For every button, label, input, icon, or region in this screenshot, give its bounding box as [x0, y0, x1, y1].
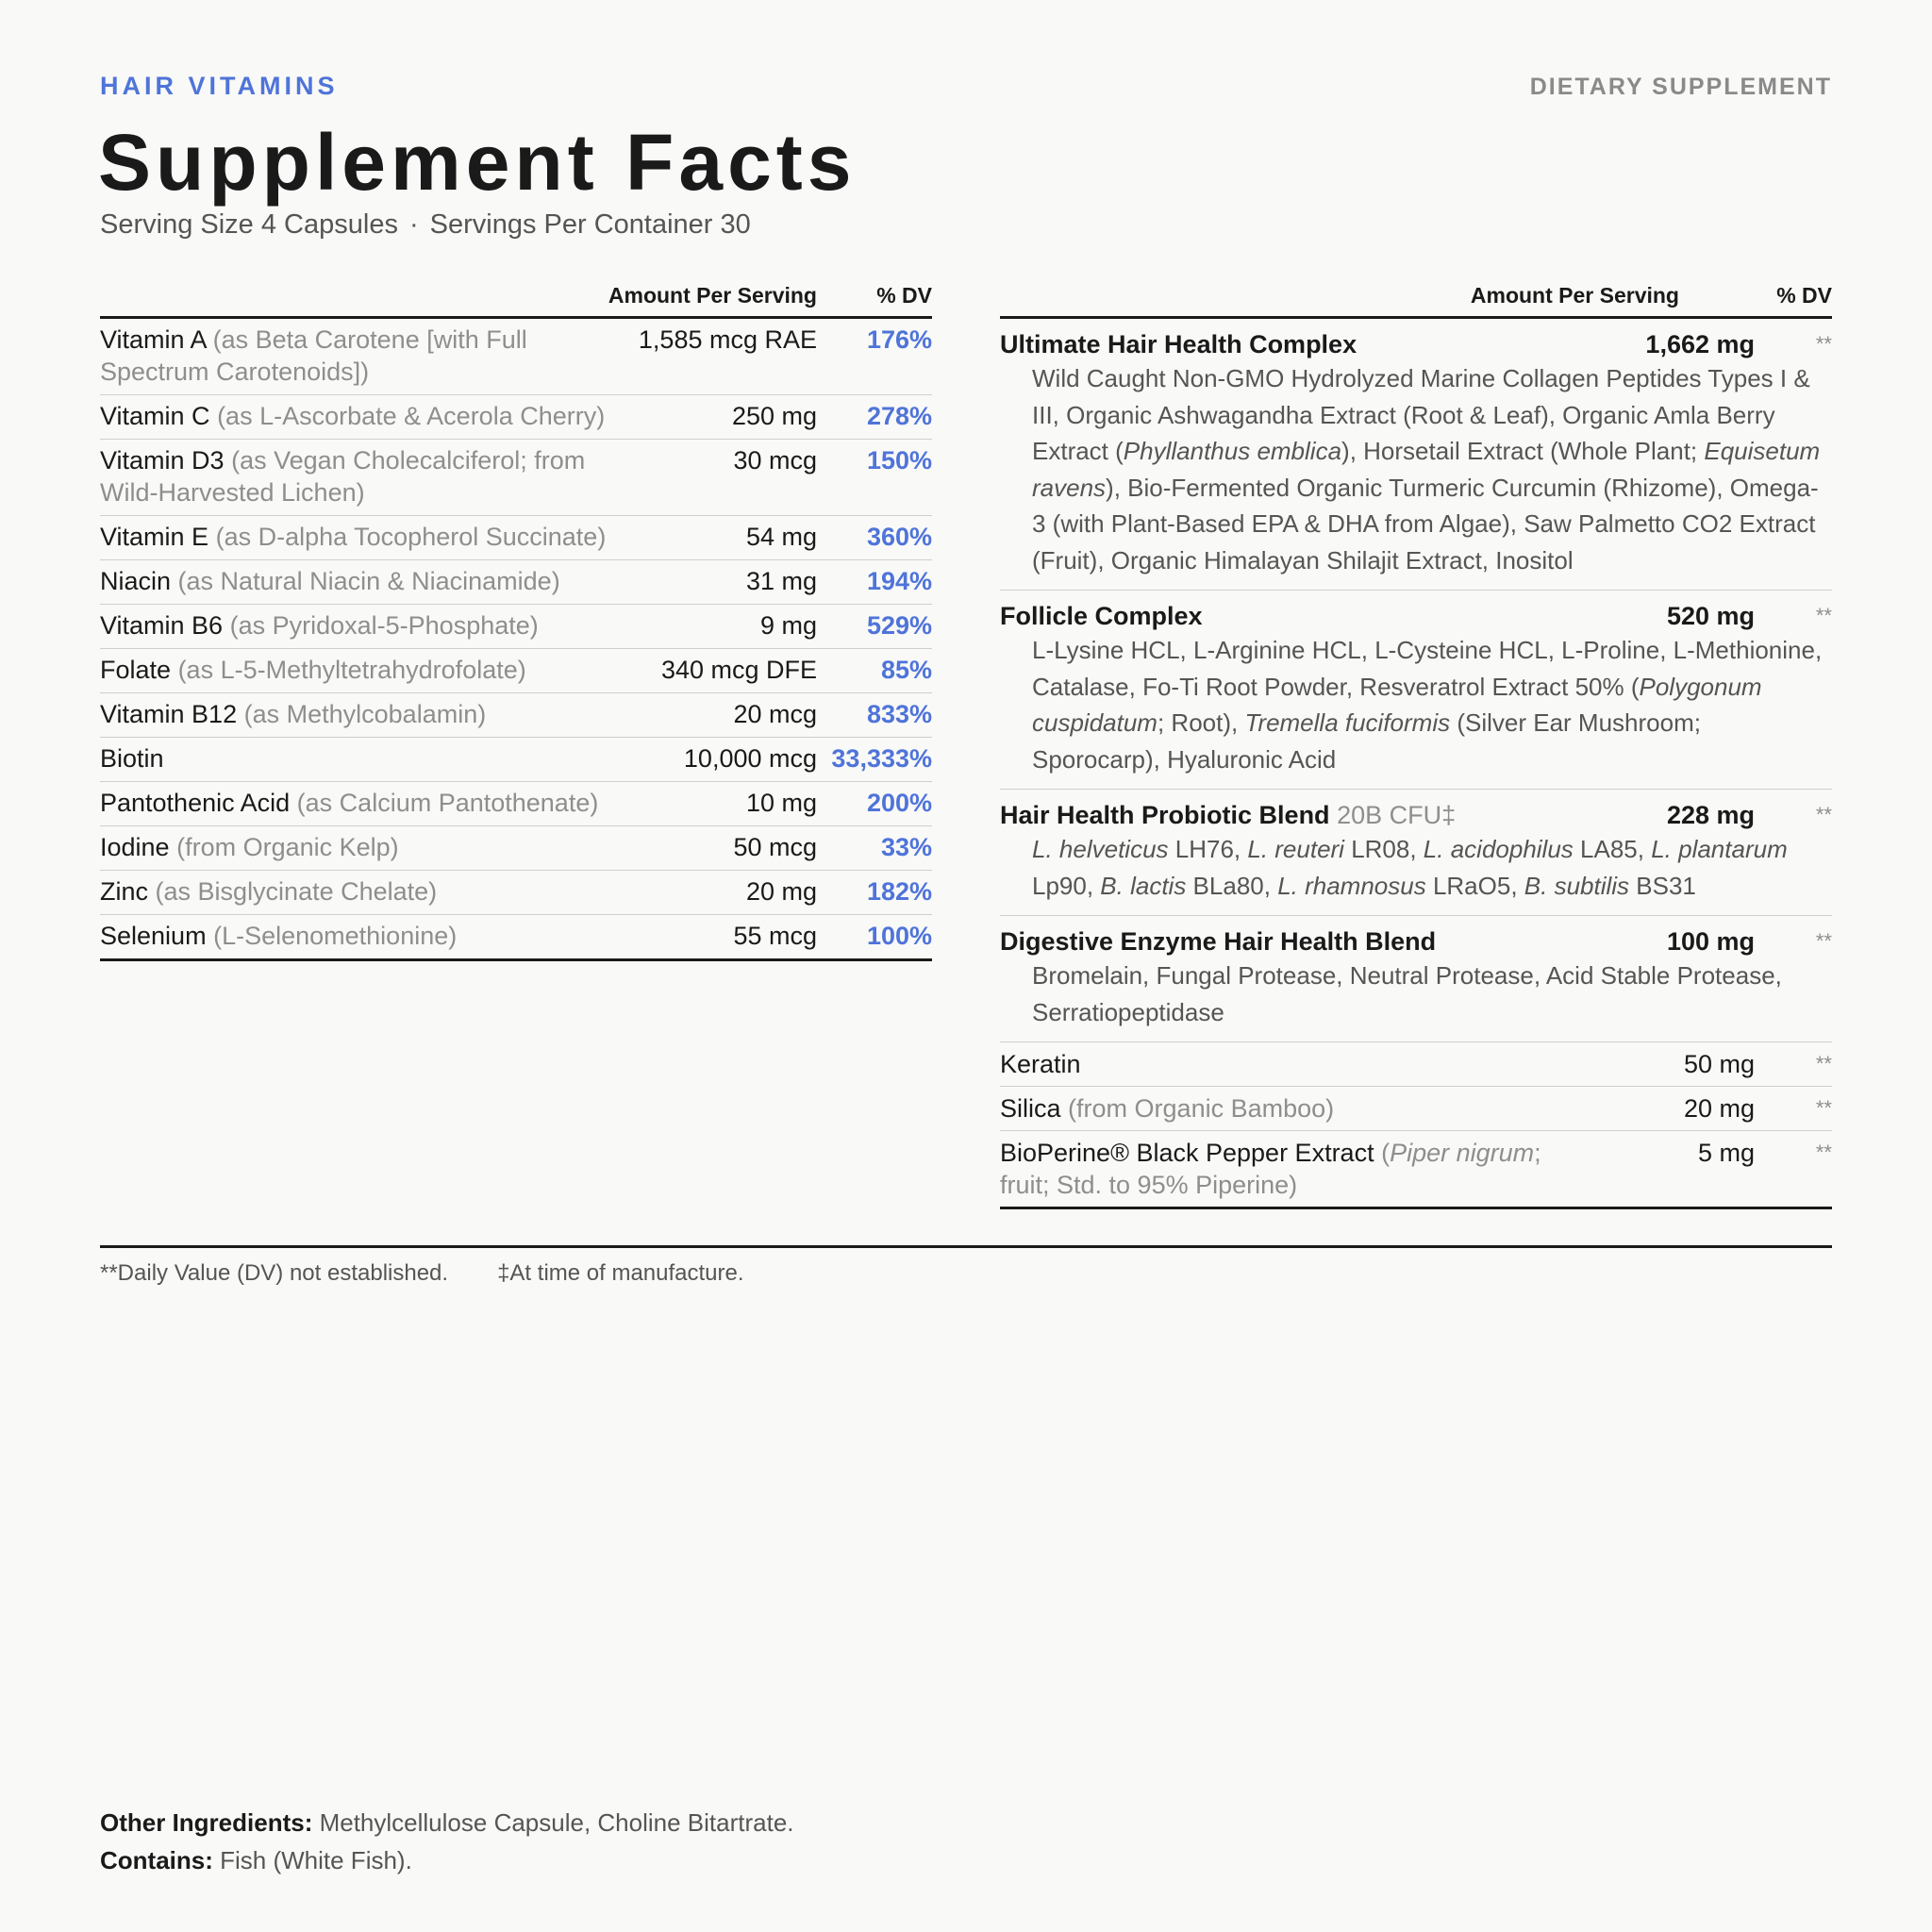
ingredient-source-part: ( — [1381, 1139, 1391, 1167]
nutrient-name: Vitamin B6 — [100, 611, 224, 640]
nutrient-dv: 529% — [866, 611, 932, 640]
table-row — [100, 782, 932, 826]
nutrient-name-cell — [100, 521, 609, 553]
nutrient-amount: 9 mg — [759, 611, 817, 640]
ingredient-name-cell — [1000, 1137, 1547, 1201]
blend-header — [1000, 600, 1832, 632]
ingredient-text: LRaO5, — [1425, 871, 1524, 900]
nutrient-amount: 55 mcg — [733, 922, 817, 950]
nutrient-name-cell — [100, 698, 609, 730]
nutrient-name-cell — [100, 654, 609, 686]
nutrient-dv: 200% — [866, 789, 932, 817]
blend-ingredients — [1000, 632, 1832, 777]
nutrient-dv: 150% — [866, 446, 932, 475]
servings-per-container: Servings Per Container 30 — [429, 209, 751, 240]
ingredient-name-cell — [1000, 1092, 1547, 1124]
blend-dv: ** — [1815, 929, 1832, 953]
nutrient-amount: 250 mg — [731, 402, 817, 430]
nutrient-amount: 10 mg — [745, 789, 817, 817]
blend-name: Digestive Enzyme Hair Health Blend — [1000, 927, 1437, 956]
ingredient-name: Silica — [1000, 1094, 1061, 1123]
ingredient-text: B. subtilis — [1524, 871, 1630, 900]
blend-name: Hair Health Probiotic Blend — [1000, 801, 1330, 829]
vitamins-table-header — [100, 283, 932, 319]
contains-value: Fish (White Fish). — [220, 1846, 412, 1874]
nutrient-source: (as L-5-Methyltetrahydrofolate) — [177, 656, 526, 684]
nutrient-amount: 1,585 mcg RAE — [638, 325, 817, 354]
blend-amount: 228 mg — [1666, 801, 1755, 829]
nutrient-amount: 20 mcg — [733, 700, 817, 728]
serving-separator: · — [408, 209, 419, 240]
blend-ingredients — [1000, 831, 1832, 904]
nutrient-name-cell — [100, 324, 609, 388]
ingredient-text: LR08, — [1343, 835, 1424, 863]
nutrient-name: Vitamin C — [100, 402, 210, 430]
nutrient-source: (from Organic Kelp) — [176, 833, 399, 861]
table-row — [100, 871, 932, 915]
nutrient-dv: 100% — [866, 922, 932, 950]
cfu-footnote: ‡At time of manufacture. — [497, 1260, 744, 1286]
ingredient-text: Lp90, — [1032, 871, 1101, 900]
table-row — [100, 395, 932, 440]
blend-amount: 520 mg — [1666, 602, 1755, 630]
page-title: Supplement Facts — [98, 118, 857, 207]
ingredient-source-part: ; fruit; Std. to 95% Piperine) — [1000, 1139, 1541, 1199]
table-row — [100, 440, 932, 516]
blend-header — [1000, 328, 1832, 360]
blend-name-cell — [1000, 600, 1547, 632]
blend-name: Ultimate Hair Health Complex — [1000, 330, 1357, 358]
nutrient-dv: 33% — [880, 833, 932, 861]
nutrient-dv: 194% — [866, 567, 932, 595]
nutrient-dv: 85% — [880, 656, 932, 684]
table-row — [100, 693, 932, 738]
blends-table — [1000, 283, 1832, 1209]
nutrient-source: (as Bisglycinate Chelate) — [155, 877, 438, 906]
ingredient-text: Polygonum cuspidatum — [1032, 672, 1762, 737]
nutrient-dv: 33,333% — [831, 744, 932, 773]
amount-column-header: Amount Per Serving — [1470, 283, 1679, 308]
nutrient-name: Niacin — [100, 567, 172, 595]
nutrient-name-cell — [100, 920, 609, 952]
ingredient-text: Bromelain, Fungal Protease, Neutral Protease, Acid Stable Protease, Serratiopeptidase — [1032, 961, 1782, 1026]
nutrient-name: Pantothenic Acid — [100, 789, 291, 817]
nutrient-name: Folate — [100, 656, 172, 684]
table-row — [100, 516, 932, 560]
nutrient-source: (as Beta Carotene [with Full Spectrum Carotenoids]) — [100, 325, 527, 386]
nutrient-name-cell — [100, 565, 609, 597]
ingredient-text: Phyllanthus emblica — [1123, 437, 1342, 465]
nutrient-name: Biotin — [100, 744, 164, 773]
nutrient-name-cell — [100, 742, 609, 774]
ingredient-text: (Silver Ear Mushroom; Sporocarp), Hyaluronic Acid — [1032, 708, 1701, 774]
ingredient-text: L. rhamnosus — [1277, 871, 1426, 900]
nutrient-name: Vitamin D3 — [100, 446, 225, 475]
other-ingredients-label: Other Ingredients: — [100, 1808, 313, 1837]
nutrient-amount: 31 mg — [745, 567, 817, 595]
nutrient-source: (as Pyridoxal-5-Phosphate) — [229, 611, 539, 640]
ingredient-text: LH76, — [1168, 835, 1248, 863]
table-row — [100, 738, 932, 782]
nutrient-source: (as Calcium Pantothenate) — [296, 789, 599, 817]
ingredient-text: ), Bio-Fermented Organic Turmeric Curcumin (Rhizome), Omega-3 (with Plant-Based EPA & DHA from Algae), Saw Palmetto CO2 Extract (Fruit), Organic Himalayan Shilajit Extract, Inositol — [1032, 473, 1819, 575]
table-row — [100, 605, 932, 649]
contains — [100, 1841, 794, 1879]
nutrient-dv: 833% — [866, 700, 932, 728]
blend-dv: ** — [1815, 332, 1832, 356]
ingredient-text: Wild Caught Non-GMO Hydrolyzed Marine Collagen Peptides Types I & III, Organic Ashwagandha Extract (Root & Leaf), Organic Amla Berry Extract ( — [1032, 364, 1810, 465]
nutrient-amount: 30 mcg — [733, 446, 817, 475]
nutrient-name: Zinc — [100, 877, 149, 906]
blend-amount: 100 mg — [1666, 927, 1755, 956]
footnote-divider — [100, 1245, 1832, 1248]
ingredient-source: (from Organic Bamboo) — [1068, 1094, 1335, 1123]
ingredient-amount: 50 mg — [1683, 1050, 1755, 1078]
blend-name-cell — [1000, 799, 1547, 831]
blends-table-header — [1000, 283, 1832, 319]
blend-ingredients — [1000, 958, 1832, 1030]
ingredient-amount: 20 mg — [1683, 1094, 1755, 1123]
blend-dv: ** — [1815, 803, 1832, 826]
ingredient-name-cell — [1000, 1048, 1547, 1080]
nutrient-name-cell — [100, 787, 609, 819]
ingredient-dv: ** — [1815, 1052, 1832, 1075]
serving-info — [100, 209, 751, 241]
other-ingredients-value: Methylcellulose Capsule, Choline Bitartrate. — [319, 1808, 794, 1837]
nutrient-source: (as Vegan Cholecalciferol; from Wild-Harvested Lichen) — [100, 446, 586, 507]
blend-header — [1000, 799, 1832, 831]
nutrient-amount: 54 mg — [745, 523, 817, 551]
nutrient-source: (as L-Ascorbate & Acerola Cherry) — [217, 402, 606, 430]
table-row — [1000, 1131, 1832, 1209]
blend-row — [1000, 591, 1832, 790]
nutrient-name-cell — [100, 875, 609, 908]
dv-column-header: % DV — [1776, 283, 1832, 308]
nutrient-amount: 20 mg — [745, 877, 817, 906]
serving-size: Serving Size 4 Capsules — [100, 209, 398, 240]
ingredient-text: Tremella fuciformis — [1244, 708, 1451, 737]
blend-name-cell — [1000, 328, 1547, 360]
ingredient-text: LA85, — [1573, 835, 1652, 863]
nutrient-source: (as Methylcobalamin) — [243, 700, 487, 728]
table-row — [100, 319, 932, 395]
ingredient-text: L. acidophilus — [1423, 835, 1574, 863]
blend-header — [1000, 925, 1832, 958]
blend-amount: 1,662 mg — [1645, 330, 1755, 358]
table-row — [100, 560, 932, 605]
ingredient-text: ), Horsetail Extract (Whole Plant; — [1341, 437, 1705, 465]
blend-name-cell — [1000, 925, 1547, 958]
dv-footnote: **Daily Value (DV) not established. — [100, 1260, 449, 1286]
ingredient-text: ; Root), — [1157, 708, 1245, 737]
nutrient-name-cell — [100, 609, 609, 641]
ingredient-text: L. plantarum — [1651, 835, 1788, 863]
nutrient-name-cell — [100, 444, 609, 508]
ingredient-text: L-Lysine HCL, L-Arginine HCL, L-Cysteine HCL, L-Proline, L-Methionine, Catalase, Fo-Ti Root Powder, Resveratrol Extract 50% ( — [1032, 636, 1823, 701]
nutrient-amount: 10,000 mcg — [683, 744, 817, 773]
vitamins-table — [100, 283, 932, 961]
nutrient-dv: 182% — [866, 877, 932, 906]
dv-column-header: % DV — [876, 283, 932, 308]
other-ingredients-section — [100, 1804, 794, 1879]
blend-name: Follicle Complex — [1000, 602, 1203, 630]
nutrient-name-cell — [100, 831, 609, 863]
ingredient-amount: 5 mg — [1697, 1139, 1755, 1167]
nutrient-name: Vitamin A — [100, 325, 207, 354]
nutrient-name: Vitamin E — [100, 523, 209, 551]
nutrient-dv: 360% — [866, 523, 932, 551]
nutrient-name-cell — [100, 400, 609, 432]
amount-column-header: Amount Per Serving — [608, 283, 817, 308]
blend-note: 20B CFU‡ — [1337, 801, 1457, 829]
ingredient-text: BS31 — [1629, 871, 1696, 900]
nutrient-name: Selenium — [100, 922, 207, 950]
ingredient-dv: ** — [1815, 1096, 1832, 1120]
ingredient-name: BioPerine® Black Pepper Extract — [1000, 1139, 1374, 1167]
table-row — [1000, 1087, 1832, 1131]
blend-dv: ** — [1815, 604, 1832, 627]
table-row — [100, 649, 932, 693]
blend-row — [1000, 790, 1832, 916]
nutrient-name: Vitamin B12 — [100, 700, 238, 728]
footnotes — [100, 1260, 744, 1287]
ingredient-dv: ** — [1815, 1141, 1832, 1164]
ingredient-name: Keratin — [1000, 1050, 1081, 1078]
nutrient-source: (L-Selenomethionine) — [213, 922, 458, 950]
ingredient-text: L. reuteri — [1247, 835, 1344, 863]
blend-row — [1000, 319, 1832, 591]
nutrient-source: (as D-alpha Tocopherol Succinate) — [215, 523, 607, 551]
nutrient-dv: 176% — [866, 325, 932, 354]
nutrient-amount: 50 mcg — [733, 833, 817, 861]
brand-label: HAIR VITAMINS — [100, 72, 339, 100]
nutrient-name: Iodine — [100, 833, 170, 861]
ingredient-source-part: Piper nigrum — [1390, 1139, 1535, 1167]
ingredient-text: Equisetum ravens — [1032, 437, 1821, 502]
table-row — [1000, 1042, 1832, 1087]
other-ingredients — [100, 1804, 794, 1841]
table-row — [100, 826, 932, 871]
table-row — [100, 915, 932, 961]
blend-row — [1000, 916, 1832, 1042]
nutrient-amount: 340 mcg DFE — [660, 656, 817, 684]
ingredient-text: L. helveticus — [1032, 835, 1169, 863]
nutrient-source: (as Natural Niacin & Niacinamide) — [177, 567, 560, 595]
ingredient-text: BLa80, — [1186, 871, 1278, 900]
blend-ingredients — [1000, 360, 1832, 578]
ingredient-text: B. lactis — [1100, 871, 1187, 900]
contains-label: Contains: — [100, 1846, 213, 1874]
category-label: DIETARY SUPPLEMENT — [1529, 74, 1832, 100]
nutrient-dv: 278% — [866, 402, 932, 430]
